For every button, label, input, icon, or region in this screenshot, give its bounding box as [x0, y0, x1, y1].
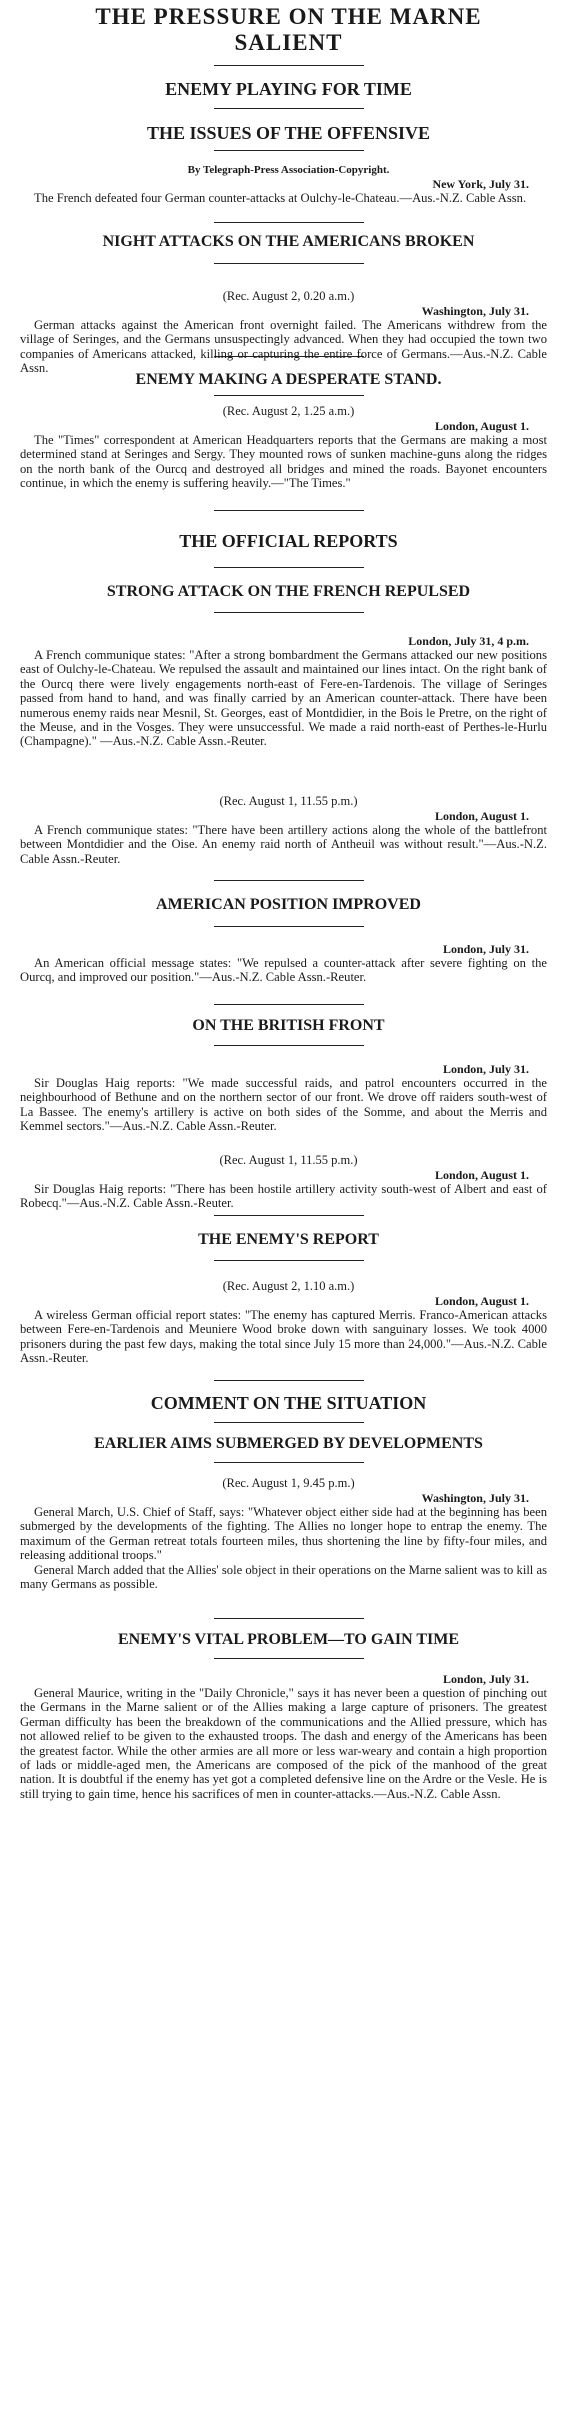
divider	[214, 65, 364, 66]
article-text: A French communique states: "There have been artillery actions along the whole of the battlefront between Montdidier and the Oise. An enemy raid north of Antheuil was without result."—Aus.-N.Z. Cable Assn.-Reuter.	[20, 823, 547, 866]
subheading-wrap	[0, 78, 577, 100]
divider	[214, 567, 364, 568]
article-text: General March added that the Allies' sole object in their operations on the Marne salient was to kill as many Germans as possible.	[20, 1562, 547, 1592]
section-americans	[0, 232, 577, 252]
received-line: (Rec. August 1, 9.45 p.m.)	[222, 1476, 355, 1490]
divider	[214, 395, 364, 396]
section-american-position	[0, 895, 577, 915]
section-heading: NIGHT ATTACKS ON THE AMERICANS BROKEN	[102, 233, 475, 250]
divider	[214, 1260, 364, 1261]
article-text: A wireless German official report states: "The enemy has captured Merris. Franco-American attacks between Fere-en-Tardenois and Meuniere Wood broke down with sanguinary losses. We took 4000 prisoners during the past few days, making the total since July 15 more than 24,000."—Aus.-N.Z. Cable Assn.-Reuter.	[20, 1308, 547, 1366]
section-heading: STRONG ATTACK ON THE FRENCH REPULSED	[106, 583, 471, 600]
dateline: Washington, July 31.	[421, 304, 529, 318]
section-heading: ENEMY MAKING A DESPERATE STAND.	[135, 371, 442, 388]
article-earlier	[0, 1475, 577, 1591]
received-line: (Rec. August 2, 1.25 a.m.)	[222, 404, 355, 418]
article-desperate	[0, 403, 577, 491]
section-british	[0, 1016, 577, 1036]
article-text: General Maurice, writing in the "Daily Chronicle," says it has never been a question of pinching out the Germans in the Marne salient or of the Allies making a large capture of prisoners. The greatest German difficulty has been the breakdown of the communications and the Allied pressure, which has not allowed relief to be given to the exhausted troops. The dash and energy of the Americans has been the greatest factor. While the other armies are all more or less war-weary and contain a high proportion of lads or middle-aged men, the Americans are composed of the pick of the manhood of the great nation. It is doubtful if the enemy has yet got a completed defensive line on the Ardre or the Vesle. He is still trying to gain time, hence his sacrifices of men in counter-attacks.—Aus.-N.Z. Cable Assn.	[20, 1686, 547, 1801]
received-line: (Rec. August 2, 1.10 a.m.)	[222, 1279, 355, 1293]
divider	[214, 222, 364, 223]
article-british-2	[0, 1152, 577, 1211]
article-text: An American official message states: "We repulsed a counter-attack after severe fighting on the Ourcq, and improved our position."—Aus.-N.Z. Cable Assn.-Reuter.	[20, 956, 547, 985]
divider	[214, 1045, 364, 1046]
subheading-enemy-playing: ENEMY PLAYING FOR TIME	[165, 79, 412, 99]
article-french-2	[0, 793, 577, 866]
section-heading: THE OFFICIAL REPORTS	[179, 531, 398, 551]
article-text: General March, U.S. Chief of Staff, says: "Whatever object either side had at the beginning has been submerged by the developments of the fighting. The Allies no longer hope to entrap the enemy. The maximum of the German retreat totals fourteen miles, thus shortening the line by fifty-four miles, and releasing additional troops."	[20, 1505, 547, 1563]
divider	[214, 510, 364, 511]
article-text: The "Times" correspondent at American Headquarters reports that the Germans are making a most determined stand at Seringes and Sergy. They mounted rows of sunken machine-guns along the ridges on the north bank of the Ourcq and destroyed all bridges and mined the roads. Bayonet encounters continue, in which the enemy is suffering heavily.—"The Times."	[20, 433, 547, 491]
header-section	[0, 4, 577, 56]
article-text: The French defeated four German counter-attacks at Oulchy-le-Chateau.—Aus.-N.Z. Cable Assn.	[34, 191, 527, 205]
received-line: (Rec. August 1, 11.55 p.m.)	[219, 794, 358, 808]
dateline: London, July 31, 4 p.m.	[408, 634, 529, 648]
divider	[214, 356, 364, 357]
dateline: London, August 1.	[434, 1168, 529, 1182]
dateline: New York, July 31.	[432, 177, 529, 191]
divider	[214, 1618, 364, 1619]
dateline: London, July 31.	[442, 942, 529, 956]
divider	[214, 1380, 364, 1381]
dateline: London, August 1.	[434, 1294, 529, 1308]
section-official	[0, 530, 577, 552]
main-title: THE PRESSURE ON THE MARNE SALIENT	[95, 4, 482, 55]
divider	[214, 1215, 364, 1216]
divider	[214, 108, 364, 109]
subheading-issues: THE ISSUES OF THE OFFENSIVE	[146, 123, 431, 143]
article-text: A French communique states: "After a strong bombardment the Germans attacked our new positions east of Oulchy-le-Chateau. We repulsed the assault and maintained our lines intact. On the right bank of the Ourcq there were lively engagements north-east of Fere-en-Tardenois. The village of Seringes passed from hand to hand, and was finally carried by an American counter-attack. There have been numerous enemy raids near Mesnil, St. Georges, east of Montdidier, in the Bois le Pretre, on the right of the Meuse, and in the Vosges. They were unsuccessful. We made a raid north-east of Perthes-le-Hurlu (Champagne)." —Aus.-N.Z. Cable Assn.-Reuter.	[20, 648, 547, 749]
divider	[214, 880, 364, 881]
article-americans	[0, 288, 577, 376]
article-text: German attacks against the American front overnight failed. The Americans withdrew from the village of Seringes, and the Germans unsuspectingly advanced. When they had occupied the town two companies of Americans attacked, killing or capturing the entire force of Germans.—Aus.-N.Z. Cable Assn.	[20, 318, 547, 376]
received-line: (Rec. August 2, 0.20 a.m.)	[222, 289, 355, 303]
section-heading: ENEMY'S VITAL PROBLEM—TO GAIN TIME	[117, 1631, 460, 1648]
article-text: Sir Douglas Haig reports: "We made successful raids, and patrol encounters occurred in the neighbourhood of Bethune and on the northern sector of our front. We drove off raiders south-west of La Bassee. The enemy's artillery is active on both sides of the Somme, and about the Merris and Kemmel sectors."—Aus.-N.Z. Cable Assn.-Reuter.	[20, 1076, 547, 1134]
article-french-1	[0, 634, 577, 749]
dateline: Washington, July 31.	[421, 1491, 529, 1505]
dateline: London, August 1.	[434, 809, 529, 823]
byline-wrap	[0, 163, 577, 205]
dateline: London, August 1.	[434, 419, 529, 433]
dateline: London, July 31.	[442, 1672, 529, 1686]
divider	[214, 1462, 364, 1463]
divider	[214, 1422, 364, 1423]
divider	[214, 926, 364, 927]
article-british-1	[0, 1062, 577, 1134]
section-french	[0, 582, 577, 602]
section-heading: AMERICAN POSITION IMPROVED	[156, 896, 421, 913]
divider	[214, 263, 364, 264]
divider	[214, 1004, 364, 1005]
section-earlier	[0, 1434, 577, 1454]
divider	[214, 612, 364, 613]
section-comment	[0, 1392, 577, 1414]
section-enemy-report	[0, 1230, 577, 1250]
subheading-wrap	[0, 122, 577, 144]
received-line: (Rec. August 1, 11.55 p.m.)	[219, 1153, 358, 1167]
article-text: Sir Douglas Haig reports: "There has been hostile artillery activity south-west of Albert and east of Robecq."—Aus.-N.Z. Cable Assn.-Reuter.	[20, 1182, 547, 1211]
section-vital	[0, 1630, 577, 1650]
divider	[214, 150, 364, 151]
dateline: London, July 31.	[442, 1062, 529, 1076]
section-heading: ON THE BRITISH FRONT	[192, 1017, 385, 1034]
section-heading: EARLIER AIMS SUBMERGED BY DEVELOPMENTS	[94, 1435, 483, 1452]
section-desperate	[0, 370, 577, 390]
article-vital	[0, 1672, 577, 1801]
article-american-position	[0, 942, 577, 985]
divider	[214, 1658, 364, 1659]
section-heading: COMMENT ON THE SITUATION	[150, 1393, 427, 1413]
section-heading: THE ENEMY'S REPORT	[198, 1231, 379, 1248]
article-enemy-report	[0, 1278, 577, 1366]
byline: By Telegraph-Press Association-Copyright.	[187, 164, 390, 176]
